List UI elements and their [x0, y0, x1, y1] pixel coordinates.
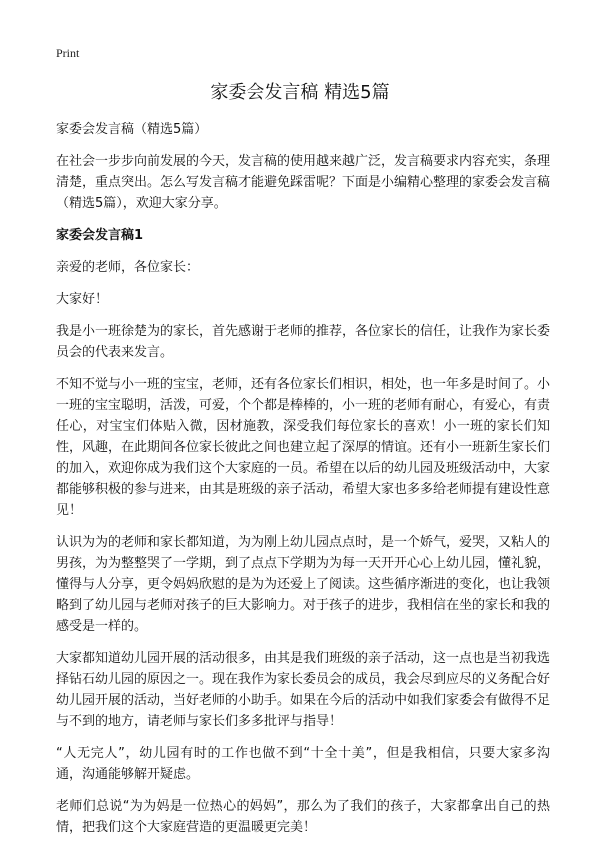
body-paragraph: 我是小一班徐楚为的家长，首先感谢于老师的推荐，各位家长的信任，让我作为家长委员会的代表来发言。	[56, 324, 551, 360]
page-title: 家委会发言稿 精选5篇	[210, 82, 390, 103]
body-paragraph: 不知不觉与小一班的宝宝，老师，还有各位家长们相识，相处，也一年多是时间了。小一班的宝宝聪明，活泼，可爱，个个都是棒棒的，小一班的老师有耐心，有爱心，有责任心，对宝宝们体贴入微，因材施教，深受我们每位家长的喜欢！小一班的家长们知性，风趣，在此期间各位家长彼此之间也建立起了深厚的情谊。还有小一班新生家长们的加入，欢迎你成为我们这个大家庭的一员。希望在以后的幼儿园及班级活动中，大家都能够积极的参与进来，由其是班级的亲子活动，希望大家也多多给老师提有建设性意见！	[56, 377, 551, 518]
document-body	[56, 119, 550, 849]
section-heading: 家委会发言稿1	[56, 228, 144, 243]
body-paragraph: 认识为为的老师和家长都知道，为为刚上幼儿园点点时，是一个娇气，爱哭，又粘人的男孩，为为整整哭了一学期，到了点点下学期为为每一天开开心心上幼儿园，懂礼貌，懂得与人分享，更令妈妈欣慰的是为为还爱上了阅读。这些循序渐进的变化，也让我领略到了幼儿园与老师对孩子的巨大影响力。对于孩子的进步，我相信在坐的家长和我的感受是一样的。	[56, 535, 551, 634]
intro-paragraph: 在社会一步步向前发展的今天，发言稿的使用越来越广泛，发言稿要求内容充实，条理清楚，重点突出。怎么写发言稿才能避免踩雷呢？下面是小编精心整理的家委会发言稿（精选5篇），欢迎大家分享。	[56, 154, 551, 211]
salutation-paragraph: 亲爱的老师，各位家长：	[56, 260, 200, 275]
body-paragraph: “人无完人”，幼儿园有时的工作也做不到“十全十美”，但是我相信，只要大家多沟通，沟通能够解开疑虑。	[56, 746, 550, 782]
print-label: Print	[56, 46, 80, 60]
body-paragraph: 老师们总说“为为妈是一位热心的妈妈”，那么为了我们的孩子，大家都拿出自己的热情，把我们这个大家庭营造的更温暖更完美！	[56, 799, 550, 835]
greeting-paragraph: 大家好！	[56, 292, 109, 307]
body-paragraph: 大家都知道幼儿园开展的活动很多，由其是我们班级的亲子活动，这一点也是当初我选择钻石幼儿园的原因之一。现在我作为家长委员会的成员，我会尽到应尽的义务配合好幼儿园开展的活动，当好老师的小助手。如果在今后的活动中如我们家委会有做得不足与不到的地方，请老师与家长们多多批评与指导！	[56, 651, 551, 729]
document-subtitle: 家委会发言稿（精选5篇）	[56, 122, 208, 137]
